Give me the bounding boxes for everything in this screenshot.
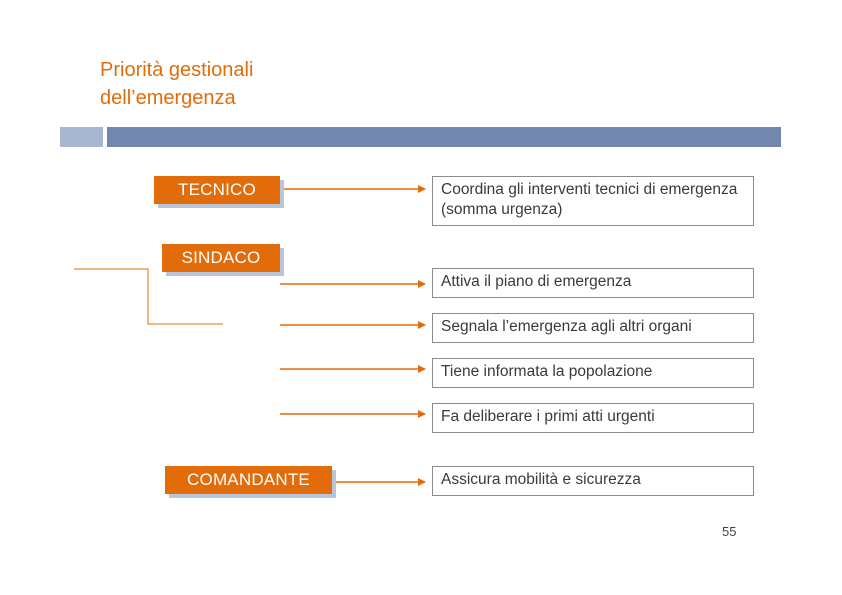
task-informa-text: Tiene informata la popolazione bbox=[441, 363, 653, 380]
task-mobilita-text: Assicura mobilità e sicurezza bbox=[441, 471, 641, 488]
task-box-delibera bbox=[432, 403, 754, 433]
task-box-segnala bbox=[432, 313, 754, 343]
slide-title-line-1: Priorità gestionali bbox=[100, 59, 254, 81]
page-number: 55 bbox=[722, 524, 737, 539]
role-comandante-label: COMANDANTE bbox=[187, 470, 310, 489]
task-segnala-text: Segnala l’emergenza agli altri organi bbox=[441, 318, 692, 335]
task-attiva-piano-text: Attiva il piano di emergenza bbox=[441, 273, 632, 290]
task-delibera-text: Fa deliberare i primi atti urgenti bbox=[441, 408, 655, 425]
task-box-attiva-piano bbox=[432, 268, 754, 298]
role-sindaco bbox=[162, 244, 280, 272]
task-box-mobilita bbox=[432, 466, 754, 496]
slide-title-line-2: dell’emergenza bbox=[100, 87, 236, 109]
role-sindaco-label: SINDACO bbox=[181, 248, 261, 267]
task-box-informa bbox=[432, 358, 754, 388]
task-box-coordina bbox=[432, 176, 754, 226]
role-tecnico-label: TECNICO bbox=[178, 180, 256, 199]
role-comandante bbox=[165, 466, 332, 494]
sindaco-bracket bbox=[74, 269, 223, 324]
role-tecnico bbox=[154, 176, 280, 204]
task-coordina-text: Coordina gli interventi tecnici di emergenza (somma urgenza) bbox=[441, 181, 738, 218]
